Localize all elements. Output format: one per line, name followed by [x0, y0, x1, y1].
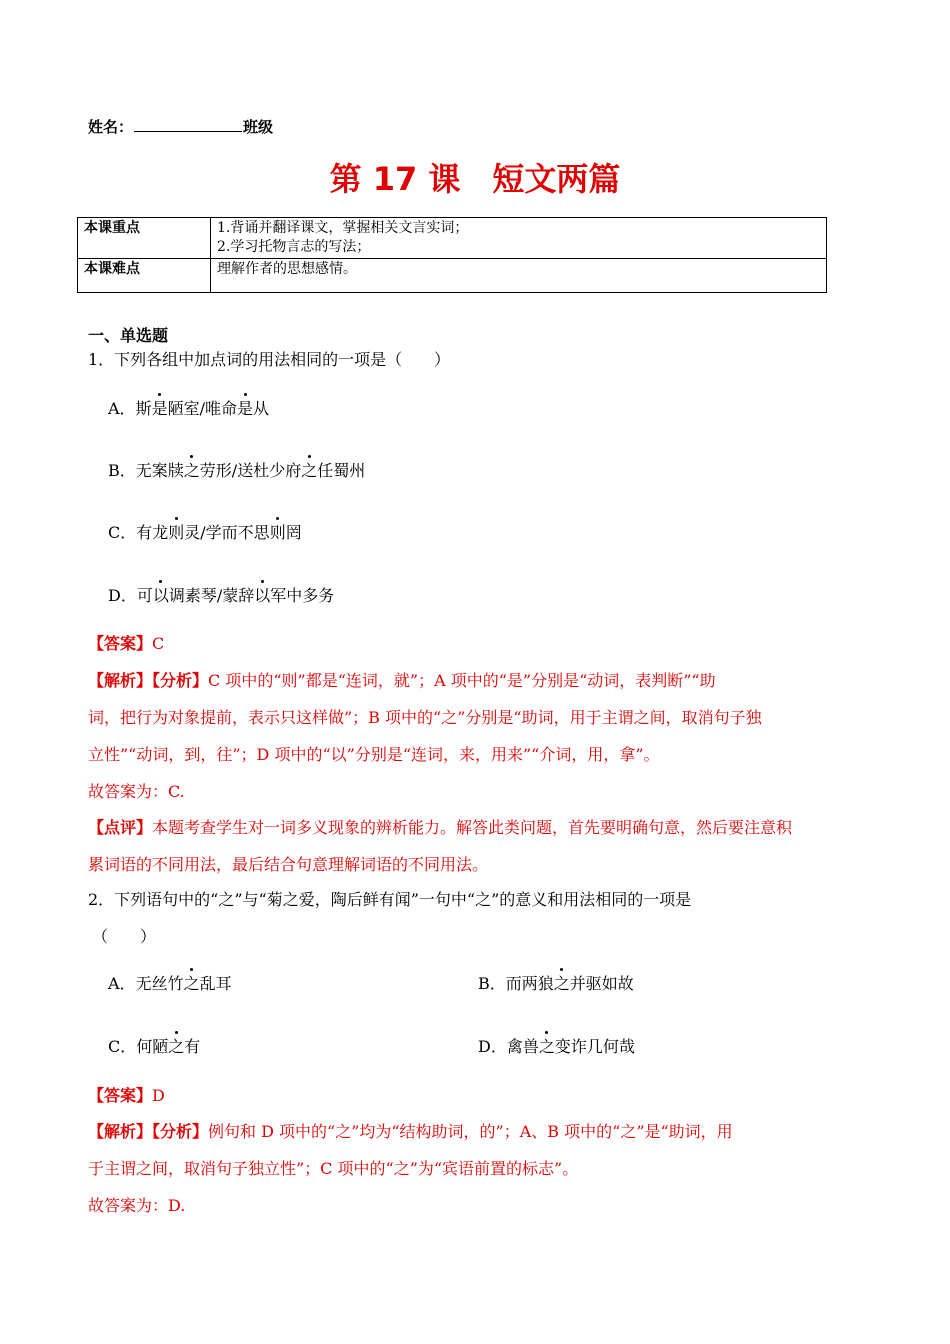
answer-value: C [152, 634, 165, 653]
q1-comment-line [88, 815, 792, 838]
class-label: 班级 [243, 118, 274, 136]
dotted-word: 之 [554, 971, 570, 994]
dotted-word: 以 [153, 583, 169, 606]
option-label: C． [108, 523, 137, 542]
option-label: A． [108, 399, 136, 418]
q2-conclusion: 故答案为：D. [88, 1196, 186, 1215]
answer-value: D [152, 1086, 165, 1105]
dotted-word: 是 [237, 396, 253, 419]
q2-option-a[interactable] [108, 971, 232, 994]
dotted-word: 之 [539, 1034, 555, 1057]
option-label: D． [108, 586, 137, 605]
option-label: B． [478, 974, 506, 993]
analysis-tag: 【解析】【分析】 [88, 1122, 209, 1141]
q2-option-c[interactable] [108, 1034, 200, 1057]
option-text: 从 [253, 399, 270, 418]
q2-stem-line: （ ） [92, 927, 157, 946]
option-text: 变诈几何哉 [554, 1037, 635, 1056]
option-text: 无案牍 [135, 461, 184, 480]
answer-tag: 【答案】 [88, 634, 153, 653]
q2-option-d[interactable] [478, 1034, 635, 1057]
option-text: 并驱如故 [569, 974, 634, 993]
option-text: 乱耳 [199, 974, 232, 993]
difficulty-line: 理解作者的思想感情。 [217, 261, 357, 277]
option-text: 而两狼 [505, 974, 554, 993]
option-text: 何陋 [136, 1037, 169, 1056]
option-label: A． [108, 974, 136, 993]
q1-option-d[interactable] [108, 583, 334, 606]
dotted-word: 之 [168, 1034, 184, 1057]
dotted-word: 之 [184, 971, 200, 994]
answer-tag: 【答案】 [88, 1086, 153, 1105]
key-points-value [211, 218, 827, 259]
lesson-title: 第 17 课 短文两篇 [329, 160, 621, 198]
dotted-word: 以 [254, 583, 270, 606]
q2-answer [88, 1083, 165, 1106]
option-text: 有龙 [136, 523, 169, 542]
option-label: B． [108, 461, 136, 480]
option-text: 劳形/送杜少府 [199, 461, 302, 480]
option-text: 任蜀州 [317, 461, 366, 480]
dotted-word: 是 [152, 396, 168, 419]
option-text: 军中多务 [270, 586, 335, 605]
difficulty-value [211, 259, 827, 293]
q2-analysis-line: 于主谓之间，取消句子独立性”；C 项中的“之”为“宾语前置的标志”。 [88, 1159, 579, 1178]
comment-text: 本题考查学生对一词多义现象的辨析能力。解答此类问题，首先要明确句意，然后要注意积 [152, 818, 793, 837]
option-text: 无丝竹 [135, 974, 184, 993]
option-text: 陋室/唯命 [167, 399, 237, 418]
q1-analysis-line: 词，把行为对象提前，表示只这样做”；B 项中的“之”分别是“助词，用于主谓之间，取消句子独 [88, 708, 762, 727]
option-text: 调素琴/蒙辞 [168, 586, 255, 605]
q1-option-b[interactable] [108, 458, 365, 481]
table-row [78, 259, 827, 293]
section-title: 一、单选题 [88, 326, 169, 345]
q1-analysis-line: 立性”“动词，到，往”；D 项中的“以”分别是“连词，来，用来”“介词，用，拿”。 [88, 745, 660, 764]
student-name-line [88, 116, 273, 137]
key-point-line: 2.学习托物言志的写法； [217, 239, 371, 255]
option-text: 禽兽 [506, 1037, 539, 1056]
analysis-text: C 项中的“则”都是“连词，就”；A 项中的“是”分别是“动词，表判断”“助 [208, 671, 716, 690]
analysis-tag: 【解析】【分析】 [88, 671, 209, 690]
q1-option-a[interactable] [108, 396, 269, 419]
difficulty-label: 本课难点 [78, 259, 211, 293]
q2-stem-line: 2．下列语句中的“之”与“菊之爱，陶后鲜有闻”一句中“之”的意义和用法相同的一项是 [88, 890, 692, 909]
name-label: 姓名： [88, 118, 134, 136]
option-text: 灵/学而不思 [184, 523, 270, 542]
q1-conclusion: 故答案为：C. [88, 782, 185, 801]
lesson-info-table [77, 217, 827, 293]
option-text: 有 [184, 1037, 201, 1056]
q2-option-b[interactable] [478, 971, 634, 994]
option-label: C． [108, 1037, 137, 1056]
dotted-word: 则 [270, 520, 286, 543]
dotted-word: 之 [301, 458, 317, 481]
q2-analysis-line [88, 1119, 733, 1142]
table-row [78, 218, 827, 259]
option-text: 可 [136, 586, 153, 605]
dotted-word: 则 [168, 520, 184, 543]
option-text: 罔 [285, 523, 302, 542]
analysis-text: 例句和 D 项中的“之”均为“结构助词，的”；A、B 项中的“之”是“助词，用 [208, 1122, 733, 1141]
key-point-line: 1.背诵并翻译课文，掌握相关文言实词； [217, 220, 469, 236]
dotted-word: 之 [184, 458, 200, 481]
key-points-label: 本课重点 [78, 218, 211, 259]
option-label: D． [478, 1037, 507, 1056]
comment-tag: 【点评】 [88, 818, 153, 837]
q1-option-c[interactable] [108, 520, 302, 543]
q1-comment-line: 累词语的不同用法，最后结合句意理解词语的不同用法。 [88, 855, 489, 874]
q1-analysis-line [88, 668, 716, 691]
q1-stem: 1．下列各组中加点词的用法相同的一项是（ ） [88, 350, 451, 369]
name-blank [134, 116, 242, 132]
q1-answer [88, 631, 164, 654]
option-text: 斯 [135, 399, 152, 418]
